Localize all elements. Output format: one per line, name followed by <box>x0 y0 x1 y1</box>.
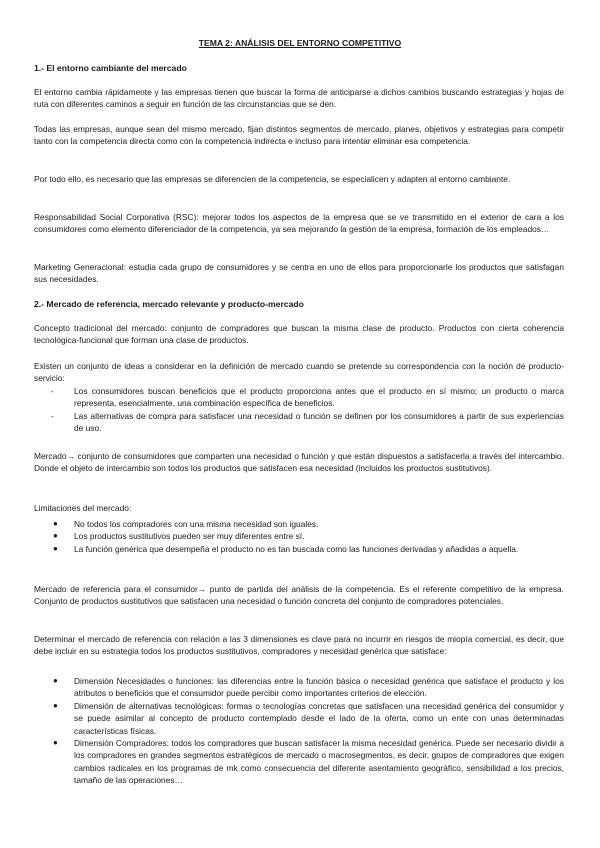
list-item <box>34 385 564 410</box>
section-2-heading: 2.- Mercado de referencia, mercado relevante y producto-mercado <box>34 299 304 309</box>
bullet-icon: ● <box>53 519 58 528</box>
bullet-icon: ● <box>53 700 58 710</box>
list-item <box>34 530 564 542</box>
ideas-intro-paragraph: Existen un conjunto de ideas a considerar en la definición de mercado cuando se pretende su correspondencia con la noción de producto-servicio: <box>34 361 564 384</box>
section-1-paragraph-1: El entorno cambia rápidamente y las empresas tienen que buscar la forma de anticiparse a dichos cambios buscando estrategias y hojas de ruta con diferentes caminos a seguir en función de las circunstancias que se den. <box>34 87 564 110</box>
list-item-text: Dimensión Necesidades o funciones: las diferencias entre la función básica o necesidad genérica que satisface el producto y los atributos o beneficios que el consumidor puede percibir como importantes criterios de elección. <box>74 676 564 699</box>
list-item <box>34 700 564 737</box>
limitaciones-label: Limitaciones del mercado: <box>34 503 132 513</box>
section-1-heading: 1.- El entorno cambiante del mercado <box>34 63 187 73</box>
ideas-dash-list <box>34 385 564 435</box>
rsc-paragraph: Responsabilidad Social Corporativa (RSC): mejorar todos los aspectos de la empresa que se ve transmitido en el exterior de cara a los consumidores como elemento diferenciador de la competencia, ya sea mejorando la gestión de la empresa, formación de los empleados… <box>34 212 564 235</box>
section-1-paragraph-2: Todas las empresas, aunque sean del mismo mercado, fijan distintos segmentos de mercado, planes, objetivos y estrategias para competir tanto con la competencia directa como con la competencia indirecta e incluso para intentar eliminar esa competencia. <box>34 124 564 147</box>
list-item <box>34 410 564 435</box>
limitaciones-list <box>34 518 564 555</box>
bullet-icon: ● <box>53 738 58 748</box>
concepto-tradicional-paragraph: Concepto tradicional del mercado: conjunto de compradores que buscan la misma clase de producto. Productos con cierta coherencia tecnológica-funcional que forman una clase de productos. <box>34 323 564 346</box>
list-item <box>34 543 564 555</box>
list-item-text: Los productos sustitutivos pueden ser muy diferentes entre sí. <box>74 531 305 542</box>
marketing-generacional-paragraph: Marketing Generacional: estudia cada grupo de consumidores y se centra en uno de ellos para proporcionarle los productos que satisfagan sus necesidades. <box>34 262 564 285</box>
dash-marker: - <box>51 410 54 421</box>
list-item-text: Las alternativas de compra para satisfacer una necesidad o función se definen por los consumidores a partir de sus experiencias de uso. <box>74 410 564 434</box>
list-item-text: Dimensión de alternativas tecnológicas: formas o tecnologías concretas que satisfacen una necesidad genérica del consumidor y se puede asimilar al concepto de producto contemplado desde el lado de la oferta, como un ente con unas determinadas características físicas. <box>74 700 564 736</box>
dash-marker: - <box>51 386 54 396</box>
section-1-paragraph-3: Por todo ello, es necesario que las empresas se diferencien de la competencia, se especialicen y adapten al entorno cambiante. <box>34 174 511 184</box>
list-item <box>34 518 564 530</box>
bullet-icon: ● <box>53 543 58 553</box>
dimensiones-list <box>34 675 564 787</box>
list-item-text: Dimensión Compradores: todos los compradores que buscan satisfacer la misma necesidad genérica. Puede ser necesario dividir a los compradores en grandes segmentos estratégicos de mercado o macrosegmentos, es decir, grupos de compradores que exigen cambios radicales en los programas de mk como consecuencia del diferente asentamiento geográfico, sensibilidad a los precios, tamaño de las operaciones… <box>74 738 564 786</box>
bullet-icon: ● <box>53 676 58 685</box>
dimensiones-intro-paragraph: Determinar el mercado de referencia con relación a las 3 dimensiones es clave para no incurrir en riesgos de miopía comercial, es decir, que debe incluir en su estrategia todos los productos sustitutivos, compradores y necesidad genérica que satisface: <box>34 634 564 657</box>
mercado-definition-paragraph: Mercado→ conjunto de consumidores que comparten una necesidad o función y que están dispuestos a satisfacerla a través del intercambio. Donde el objeto de intercambio son todos los productos que satisfacen esa necesidad (incluidos los productos sustitutivos). <box>34 451 564 474</box>
list-item <box>34 675 564 700</box>
page-title: TEMA 2: ANÁLISIS DEL ENTORNO COMPETITIVO <box>198 38 402 48</box>
list-item <box>34 737 564 787</box>
list-item-text: Los consumidores buscan beneficios que el producto proporciona antes que el producto en sí mismo; un producto o marca representa, esencialmente, una combinación específica de beneficios. <box>74 386 564 409</box>
list-item-text: No todos los compradores con una misma necesidad son iguales. <box>74 519 319 529</box>
bullet-icon: ● <box>53 531 58 541</box>
list-item-text: La función genérica que desempeña el producto no es tan buscada como las funciones derivadas y añadidas a aquella. <box>74 543 519 554</box>
mercado-referencia-paragraph: Mercado de referencia para el consumidor→ punto de partida del análisis de la competencia. Es el referente competitivo de la empresa. Conjunto de productos sustitutivos que satisfacen una necesidad o función concreta del conjunto de compradores potenciales. <box>34 584 564 607</box>
